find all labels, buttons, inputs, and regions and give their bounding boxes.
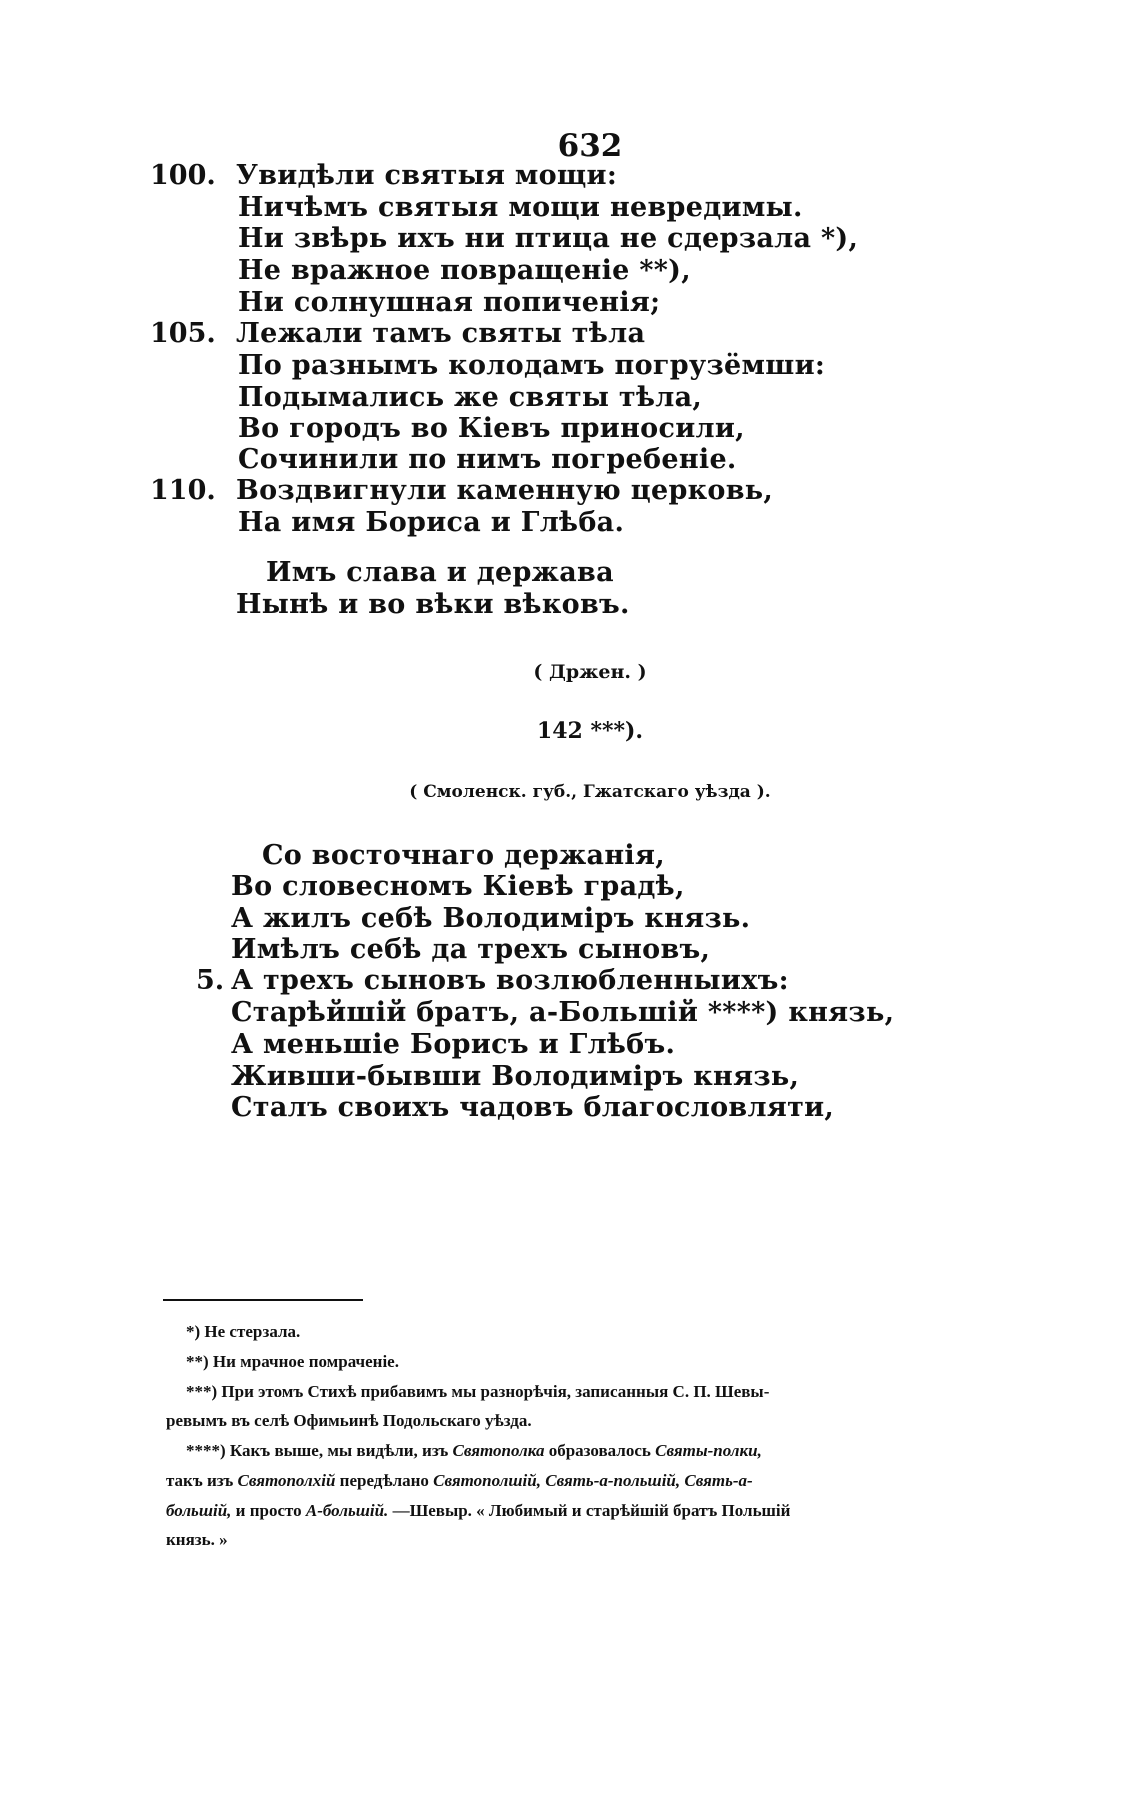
- footnote-4-marker: ****) Какъ выше, мы видѣли, изъ: [186, 1441, 449, 1460]
- attribution: ( Држен. ): [533, 661, 647, 683]
- footnote-4-text: образовалось: [548, 1441, 651, 1460]
- poem-heading: 142 ***).: [536, 718, 644, 744]
- poem-line: Ничѣмъ святыя мощи невредимы.: [238, 192, 803, 223]
- poem-line: Подымались же святы тѣла,: [238, 382, 703, 413]
- footnote-3-line-2: ревымъ въ селѣ Офимьинѣ Подольскаго уѣзда.: [166, 1411, 532, 1430]
- poem-line: Ни солнушная попиченія;: [238, 287, 661, 318]
- footnote-4-italic: Святы-полки,: [655, 1441, 762, 1460]
- footnote-4-line-3: [166, 1501, 790, 1521]
- footnote-3-line-1: ***) При этомъ Стихѣ прибавимъ мы разнорѣчія, записанныя С. П. Шевы-: [186, 1382, 770, 1401]
- doxology-line: Нынѣ и во вѣки вѣковъ.: [236, 589, 630, 620]
- poem-line: Лежали тамъ святы тѣла: [236, 318, 646, 349]
- poem-line: Ни звѣрь ихъ ни птица не сдерзала *),: [238, 223, 859, 254]
- poem-line: По разнымъ колодамъ погрузёмши:: [238, 350, 826, 381]
- line-number-100: 100.: [150, 160, 216, 191]
- poem-line: Во городъ во Кіевъ приносили,: [238, 413, 745, 444]
- footnote-4-italic: Святополка: [452, 1441, 545, 1460]
- footnote-4-text: и просто: [235, 1501, 302, 1520]
- poem-line: Сочинили по нимъ погребеніе.: [238, 444, 737, 475]
- poem-line: А меньшіе Борисъ и Глѣбъ.: [231, 1029, 676, 1060]
- poem-line: Сталъ своихъ чадовъ благословляти,: [231, 1092, 835, 1123]
- poem-line: Старѣйшій братъ, а-Большій ****) князь,: [231, 997, 895, 1028]
- doxology-line: Имъ слава и держава: [266, 557, 614, 588]
- poem-line: Во словесномъ Кіевѣ градѣ,: [231, 871, 685, 902]
- page-number: 632: [557, 128, 623, 164]
- line-number-5: 5.: [196, 965, 225, 996]
- poem-line: На имя Бориса и Глѣба.: [238, 507, 625, 538]
- footnote-4-line-2: [166, 1471, 753, 1491]
- line-number-110: 110.: [150, 475, 216, 506]
- footnote-4-italic: А-большій.: [305, 1501, 389, 1520]
- footnote-4-line-1: [186, 1441, 762, 1461]
- poem-line: Не вражное повращеніе **),: [238, 255, 691, 286]
- footnote-2: **) Ни мрачное помраченіе.: [186, 1352, 399, 1371]
- footnote-4-italic: Святополхій: [237, 1471, 336, 1490]
- footnote-4-text: передѣлано: [339, 1471, 429, 1490]
- footnote-1: *) Не стерзала.: [186, 1322, 301, 1341]
- poem-line: А трехъ сыновъ возлюбленныихъ:: [231, 965, 789, 996]
- footnote-4-italic: большій,: [166, 1501, 232, 1520]
- poem-line: Живши-бывши Володимiръ князь,: [231, 1061, 800, 1092]
- line-number-105: 105.: [150, 318, 216, 349]
- footnote-4-text: —Шевыр. « Любимый и старѣйшій братъ Польшій: [392, 1501, 791, 1520]
- poem-subheading: ( Смоленск. губ., Гжатскаго уѣзда ).: [409, 782, 771, 802]
- poem-line: Воздвигнули каменную церковь,: [236, 475, 774, 506]
- footnote-divider: [163, 1299, 363, 1301]
- footnote-4-text: такъ изъ: [166, 1471, 234, 1490]
- poem-line: А жилъ себѣ Володимiръ князь.: [231, 903, 751, 934]
- footnote-4-line-4: князь. »: [166, 1530, 228, 1549]
- footnote-4-italic: Святополшій, Свять-а-польшій, Свять-а-: [433, 1471, 753, 1490]
- poem-line: Имѣлъ себѣ да трехъ сыновъ,: [231, 934, 711, 965]
- poem-line: Со восточнаго держанія,: [262, 840, 665, 871]
- poem-line: Увидѣли святыя мощи:: [236, 160, 618, 191]
